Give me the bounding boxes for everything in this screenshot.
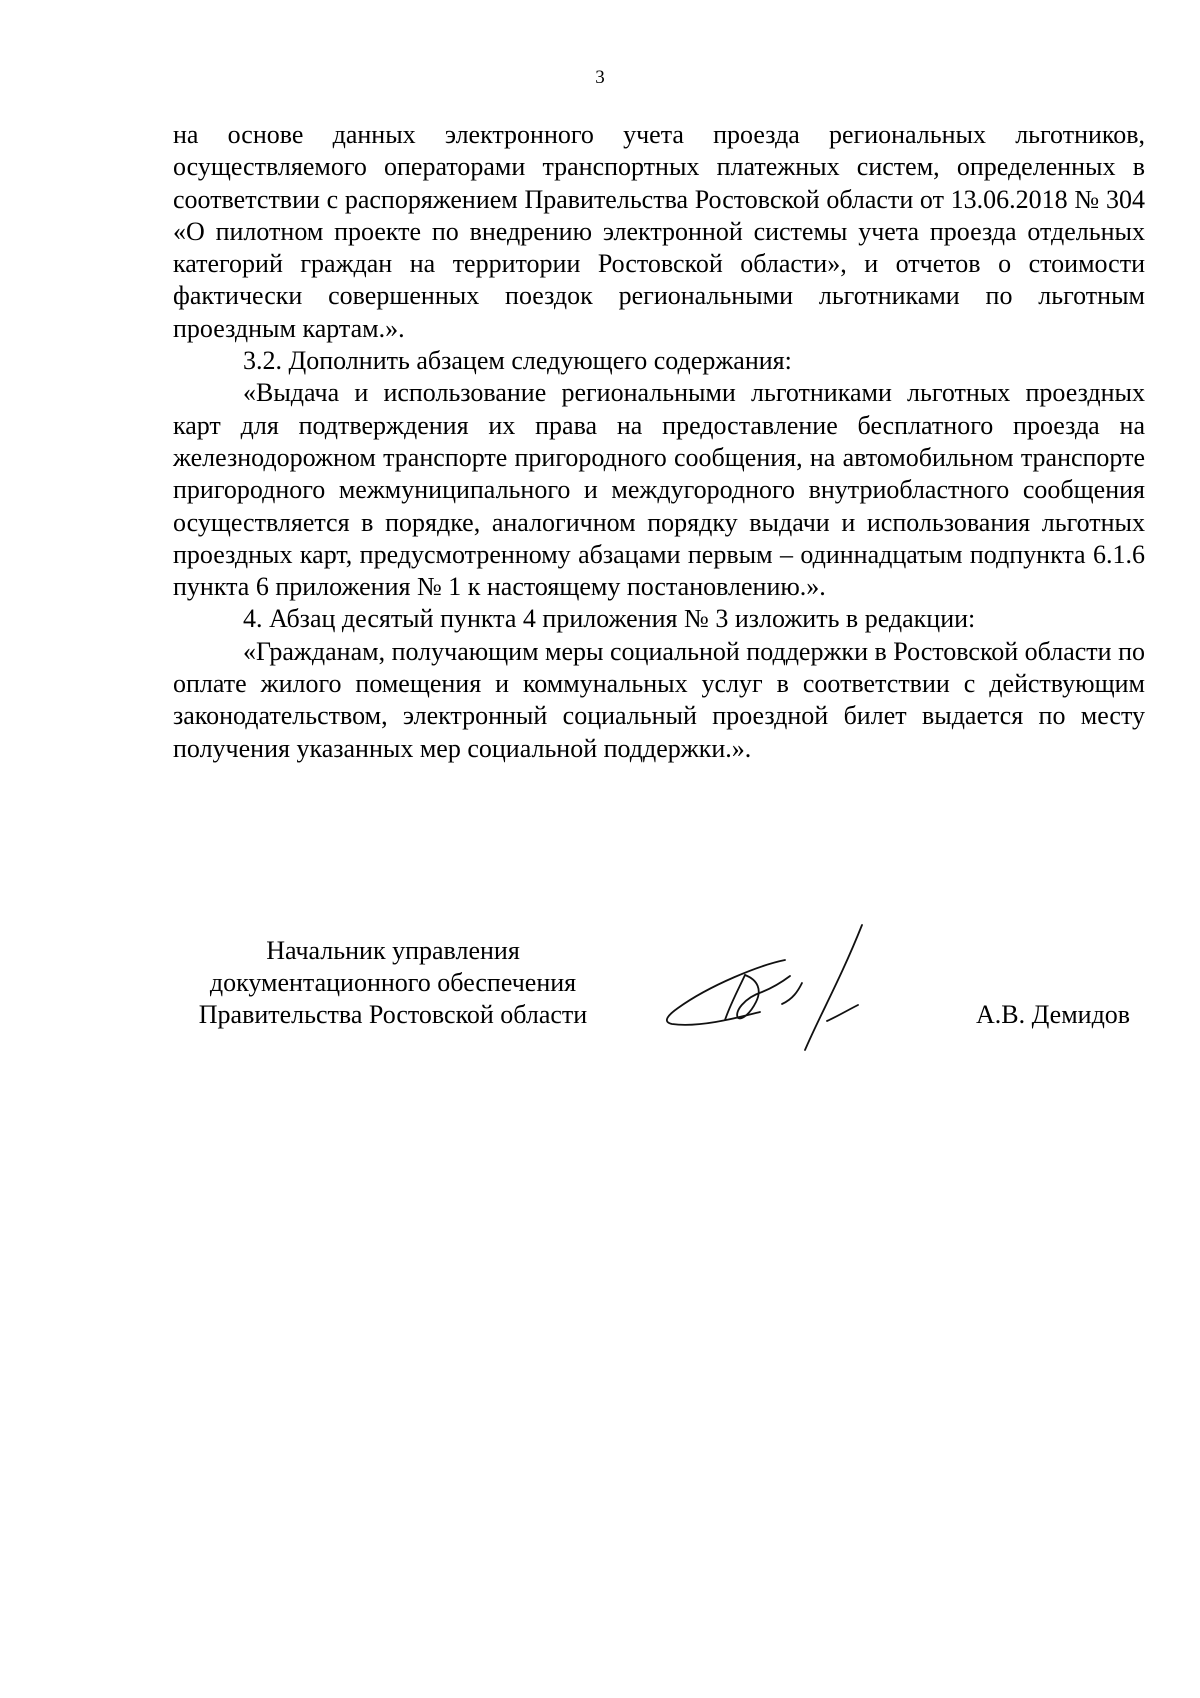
handwritten-signature — [650, 920, 950, 1080]
paragraph-item-4: 4. Абзац десятый пункта 4 приложения № 3 изложить в редакции: — [243, 604, 976, 634]
paragraph-quote-citizens: «Гражданам, получающим меры социальной поддержки в Ростовской области по оплате жилого помещения и коммунальных услуг в соответствии с действующим законодательством, электронный социальный проездной билет выдается по месту получения указанных мер социальной поддержки.». — [173, 636, 1145, 763]
signatory-title-line: документационного обеспечения — [209, 968, 577, 997]
page-number: 3 — [595, 67, 605, 88]
signatory-title-line: Правительства Ростовской области — [198, 1000, 588, 1029]
signatory-title-line: Начальник управления — [266, 936, 520, 965]
paragraph-continuation: на основе данных электронного учета проезда региональных льготников, осуществляемого операторами транспортных платежных систем, определенных в соответствии с распоряжением Правительства Ростовской области от 13.06.2018 № 304 «О пилотном проекте по внедрению электронной системы учета проезда отдельных категорий граждан на территории Ростовской области», и отчетов о стоимости фактически совершенных поездок региональными льготниками по льготным проездным картам.». — [173, 120, 1145, 343]
document-body — [173, 119, 1145, 765]
paragraph-quote-issuance: «Выдача и использование региональными льготниками льготных проездных карт для подтверждения их права на предоставление бесплатного проезда на железнодорожном транспорте пригородного сообщения, на автомобильном транспорте пригородного межмуниципального и междугородного внутриобластного сообщения осуществляется в порядке, аналогичном порядку выдачи и использования льготных проездных карт, предусмотренному абзацами первым – одиннадцатым подпункта 6.1.6 пункта 6 приложения № 1 к настоящему постановлению.». — [173, 378, 1145, 602]
signatory-title — [168, 935, 618, 1031]
paragraph-item-3-2: 3.2. Дополнить абзацем следующего содержания: — [243, 346, 792, 376]
signatory-name: А.В. Демидов — [976, 1000, 1131, 1029]
